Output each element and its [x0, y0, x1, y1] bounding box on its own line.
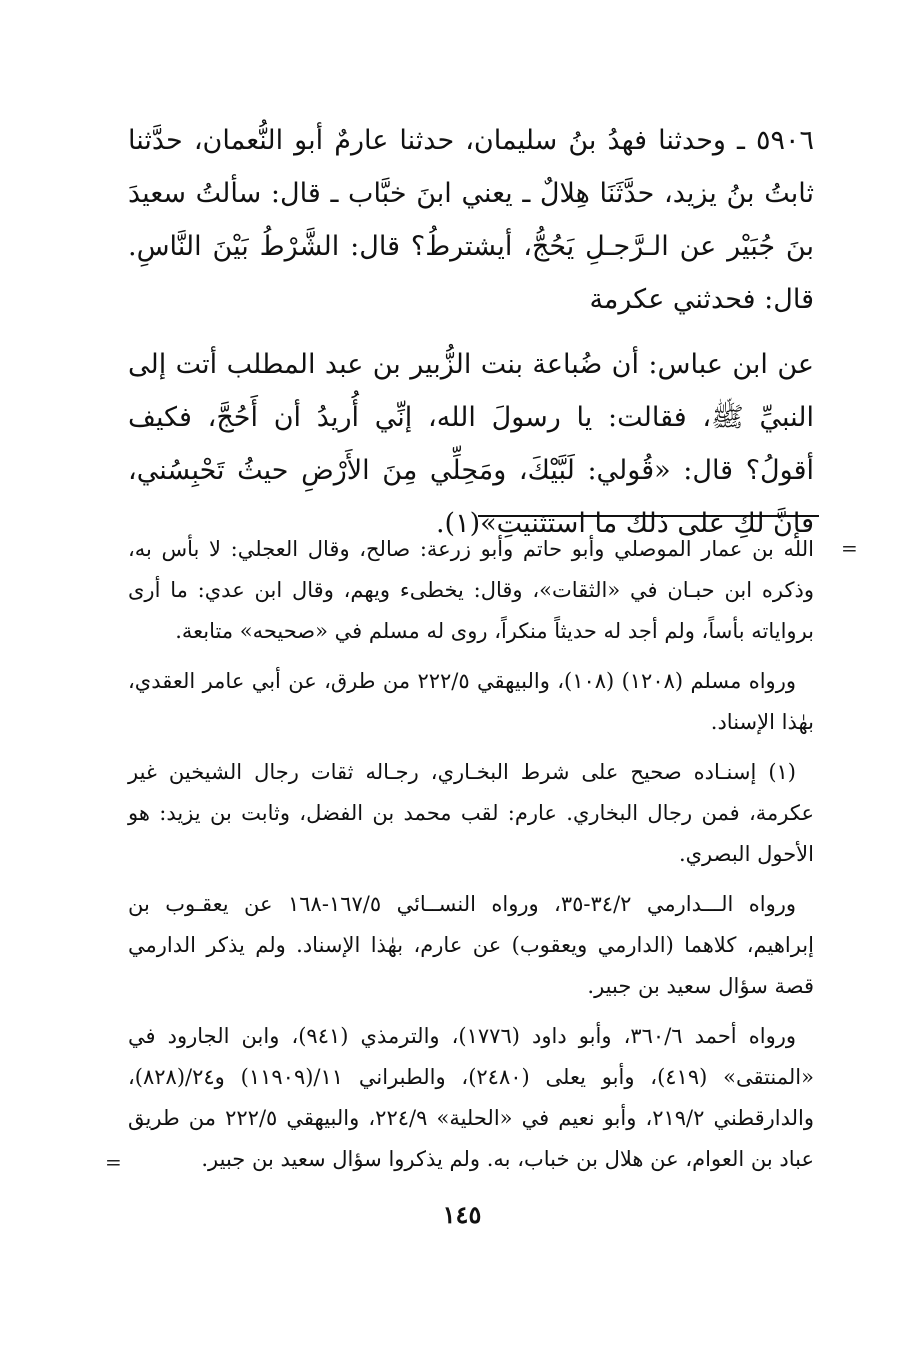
footnote-paragraph: ورواه مسلم (١٢٠٨) (١٠٨)، والبيهقي ٢٢٢/٥ من طرق، عن أبي عامر العقدي، بهٰذا الإسناد.: [128, 669, 814, 734]
footnotes-section: [128, 529, 814, 1189]
footnote-1-paragraph: (١) إسنـاده صحيح على شرط البخـاري، رجـاله ثقات رجال الشيخين غير عكرمة، فمن رجال البخاري. عارم: لقب محمد بن الفضل، وثابت بن يزيد: هو الأحول البصري.: [128, 760, 814, 866]
footnote-continued-paragraph: الله بن عمار الموصلي وأبو حاتم وأبو زرعة: صالح، وقال العجلي: لا بأس به، وذكره ابن حبـان في «الثقات»، وقال: يخطىء ويهم، وقال ابن عدي: ما أرى برواياته بأساً، ولم أجد له حديثاً منكراً، روى له مسلم في «صحيحه» متابعة.: [128, 537, 814, 643]
footnote-paragraph: ورواه الـــدارمي ٣٤/٢-٣٥، ورواه النســائي ١٦٧/٥-١٦٨ عن يعقـوب بن إبراهيم، كلاهما (الدارمي ويعقوب) عن عارم، بهٰذا الإسناد. ولم يذكر الدارمي قصة سؤال سعيد بن جبير.: [128, 892, 814, 998]
hadith-isnad-paragraph: ٥٩٠٦ ـ وحدثنا فهدُ بنُ سليمان، حدثنا عارمٌ أبو النُّعمان، حدَّثنا ثابتُ بنُ يزيد، حدَّثَنَا هِلالٌ ـ يعني ابنَ خبَّاب ـ قال: سألتُ سعيدَ بنَ جُبَيْر عن الـرَّجـلِ يَحُجُّ، أيشترطُ؟ قال: الشَّرْطُ بَيْنَ النَّاسِ. قال: فحدثني عكرمة: [128, 125, 814, 315]
page-number: ١٤٥: [442, 1200, 482, 1229]
hadith-matn-paragraph: عن ابن عباس: أن ضُباعة بنت الزُّبير بن عبد المطلب أتت إلى النبيِّ ﷺ، فقالت: يا رسولَ الله، إنِّي أُريدُ أن أَحُجَّ، فكيف أقولُ؟ قال: «قُولي: لَبَّيْكَ، ومَحِلِّي مِنَ الأَرْضِ حيثُ تَحْبِسُني، فإنَّ لكِ على ذلك ما استثنيتِ»(١).: [128, 349, 814, 539]
footnote-continuation-mark-top: =: [841, 536, 858, 560]
footnote-paragraph: ورواه أحمد ٣٦٠/٦، وأبو داود (١٧٧٦)، والترمذي (٩٤١)، وابن الجارود في «المنتقى» (٤١٩)، وأبو يعلى (٢٤٨٠)، والطبراني ١١/(١١٩٠٩) و٢٤/(٨٢٨)، والدارقطني ٢١٩/٢، وأبو نعيم في «الحلية» ٢٢٤/٩، والبيهقي ٢٢٢/٥ من طريق عباد بن العوام، عن هلال بن خباب، به. ولم يذكروا سؤال سعيد بن جبير.: [128, 1024, 815, 1171]
hadith-main-text: [128, 114, 814, 550]
footnote-continuation-mark-bottom: =: [105, 1150, 122, 1174]
footnote-separator-line: [478, 515, 819, 517]
